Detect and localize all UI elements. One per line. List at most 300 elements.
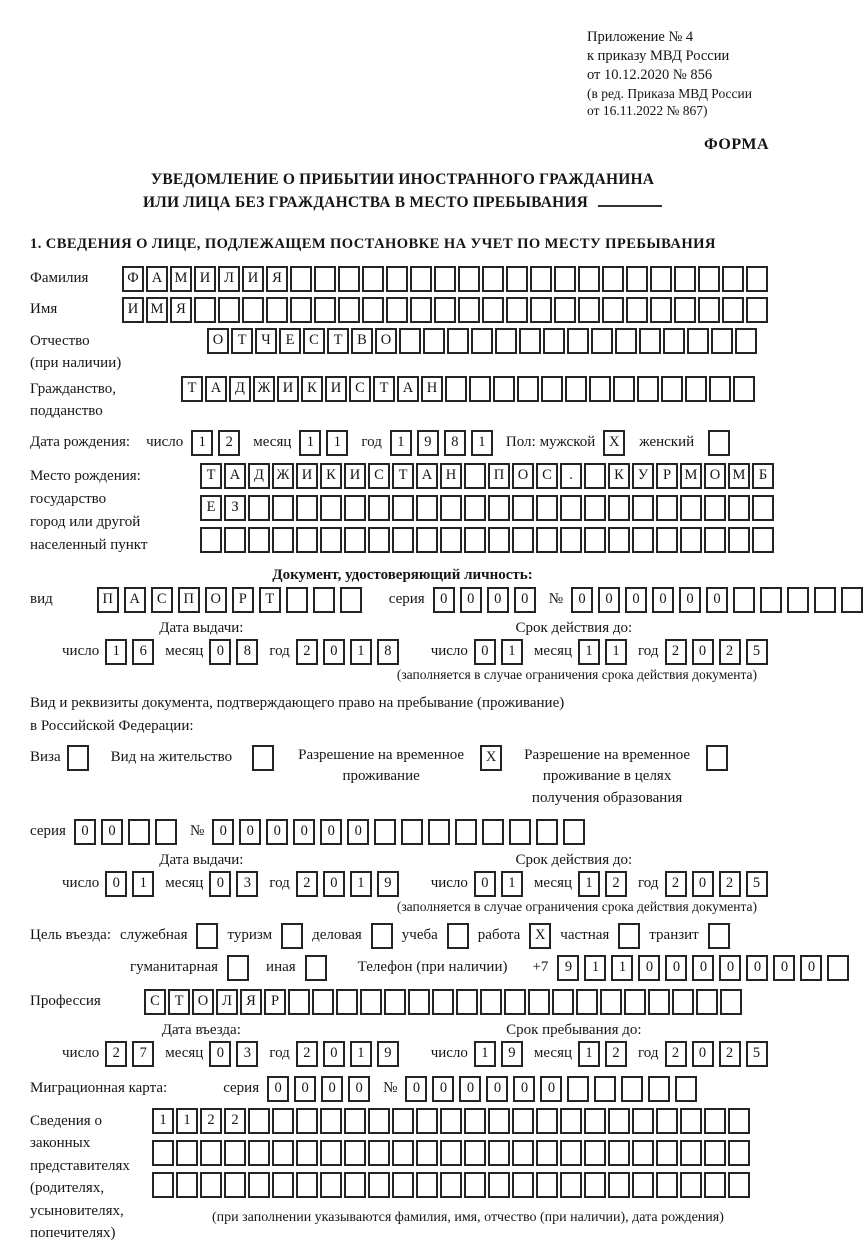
char-box[interactable] [639,328,661,354]
char-box[interactable]: 9 [501,1041,523,1067]
char-box[interactable]: Е [200,495,222,521]
char-box[interactable] [464,1172,486,1198]
char-box[interactable] [648,1076,670,1102]
char-box[interactable]: 9 [377,871,399,897]
char-box[interactable] [663,328,685,354]
char-box[interactable]: 2 [296,639,318,665]
char-box[interactable]: С [349,376,371,402]
char-box[interactable] [656,495,678,521]
purpose-work-checkbox[interactable]: X [529,923,551,949]
char-box[interactable] [360,989,382,1015]
char-box[interactable] [344,1172,366,1198]
char-box[interactable] [685,376,707,402]
char-box[interactable] [386,297,408,323]
char-box[interactable] [312,989,334,1015]
char-box[interactable]: А [146,266,168,292]
char-box[interactable]: Н [421,376,443,402]
char-box[interactable] [615,328,637,354]
char-box[interactable] [272,1172,294,1198]
char-box[interactable]: 2 [218,430,240,456]
char-box[interactable]: З [224,495,246,521]
char-box[interactable] [632,495,654,521]
char-box[interactable]: Ж [272,463,294,489]
char-box[interactable] [608,527,630,553]
char-box[interactable] [680,1140,702,1166]
char-box[interactable]: Р [232,587,254,613]
char-box[interactable]: 0 [74,819,96,845]
char-box[interactable] [455,819,477,845]
char-box[interactable] [392,495,414,521]
char-box[interactable] [386,266,408,292]
char-box[interactable]: Ж [253,376,275,402]
char-box[interactable] [447,328,469,354]
char-box[interactable]: 1 [105,639,127,665]
char-box[interactable] [456,989,478,1015]
char-box[interactable]: Д [229,376,251,402]
char-box[interactable]: С [144,989,166,1015]
char-box[interactable] [517,376,539,402]
char-box[interactable] [464,527,486,553]
char-box[interactable]: 1 [471,430,493,456]
char-box[interactable]: 0 [598,587,620,613]
char-box[interactable] [704,527,726,553]
char-box[interactable]: 2 [665,871,687,897]
char-box[interactable] [512,495,534,521]
char-box[interactable] [266,297,288,323]
char-box[interactable] [698,266,720,292]
char-box[interactable] [733,587,755,613]
char-box[interactable] [434,266,456,292]
char-box[interactable]: 0 [692,871,714,897]
char-box[interactable] [722,297,744,323]
char-box[interactable]: 0 [513,1076,535,1102]
char-box[interactable]: Т [168,989,190,1015]
char-box[interactable] [248,495,270,521]
char-box[interactable] [656,1108,678,1134]
char-box[interactable] [787,587,809,613]
char-box[interactable] [416,495,438,521]
char-box[interactable] [488,1172,510,1198]
char-box[interactable] [488,495,510,521]
char-box[interactable] [584,495,606,521]
char-box[interactable]: 0 [652,587,674,613]
char-box[interactable] [272,527,294,553]
char-box[interactable] [509,819,531,845]
char-box[interactable] [519,328,541,354]
char-box[interactable] [650,266,672,292]
char-box[interactable]: Ф [122,266,144,292]
edu-residence-permit-checkbox[interactable] [706,745,728,771]
char-box[interactable] [536,1108,558,1134]
char-box[interactable] [416,527,438,553]
char-box[interactable] [735,328,757,354]
char-box[interactable]: О [375,328,397,354]
char-box[interactable] [528,989,550,1015]
char-box[interactable]: М [170,266,192,292]
char-box[interactable] [704,1172,726,1198]
char-box[interactable] [152,1140,174,1166]
char-box[interactable] [314,297,336,323]
char-box[interactable]: 8 [236,639,258,665]
char-box[interactable] [512,1140,534,1166]
char-box[interactable] [392,1140,414,1166]
char-box[interactable] [368,1140,390,1166]
char-box[interactable] [296,495,318,521]
char-box[interactable]: 9 [417,430,439,456]
char-box[interactable]: У [632,463,654,489]
char-box[interactable] [680,1108,702,1134]
char-box[interactable]: 0 [679,587,701,613]
char-box[interactable] [624,989,646,1015]
purpose-private-checkbox[interactable] [618,923,640,949]
char-box[interactable] [399,328,421,354]
char-box[interactable]: Т [231,328,253,354]
char-box[interactable] [560,527,582,553]
char-box[interactable]: 1 [605,639,627,665]
char-box[interactable] [194,297,216,323]
char-box[interactable] [469,376,491,402]
char-box[interactable] [272,1140,294,1166]
char-box[interactable] [368,495,390,521]
char-box[interactable] [272,1108,294,1134]
char-box[interactable] [362,266,384,292]
char-box[interactable] [440,1172,462,1198]
char-box[interactable]: Р [264,989,286,1015]
char-box[interactable]: С [151,587,173,613]
char-box[interactable] [512,527,534,553]
char-box[interactable] [242,297,264,323]
char-box[interactable]: Б [752,463,774,489]
char-box[interactable] [584,1108,606,1134]
char-box[interactable] [536,1140,558,1166]
char-box[interactable]: 2 [296,871,318,897]
char-box[interactable]: Т [181,376,203,402]
char-box[interactable]: 2 [719,1041,741,1067]
char-box[interactable] [661,376,683,402]
char-box[interactable]: 1 [326,430,348,456]
char-box[interactable]: 2 [105,1041,127,1067]
char-box[interactable] [248,1140,270,1166]
char-box[interactable]: 8 [377,639,399,665]
char-box[interactable] [536,819,558,845]
char-box[interactable] [560,1108,582,1134]
char-box[interactable] [576,989,598,1015]
char-box[interactable]: Ч [255,328,277,354]
char-box[interactable]: Я [240,989,262,1015]
char-box[interactable]: 1 [501,871,523,897]
char-box[interactable]: Н [440,463,462,489]
char-box[interactable] [471,328,493,354]
char-box[interactable]: А [205,376,227,402]
char-box[interactable] [440,527,462,553]
char-box[interactable] [827,955,849,981]
char-box[interactable] [314,266,336,292]
char-box[interactable]: С [303,328,325,354]
char-box[interactable] [704,1108,726,1134]
char-box[interactable]: 0 [323,1041,345,1067]
char-box[interactable] [746,297,768,323]
char-box[interactable]: К [301,376,323,402]
char-box[interactable] [224,1172,246,1198]
char-box[interactable]: А [416,463,438,489]
male-checkbox[interactable]: X [603,430,625,456]
char-box[interactable] [560,1172,582,1198]
char-box[interactable] [408,989,430,1015]
char-box[interactable] [362,297,384,323]
char-box[interactable]: 3 [236,871,258,897]
visa-checkbox[interactable] [67,745,89,771]
char-box[interactable]: 0 [347,819,369,845]
char-box[interactable]: 1 [176,1108,198,1134]
char-box[interactable] [488,1140,510,1166]
char-box[interactable] [536,1172,558,1198]
purpose-official-checkbox[interactable] [196,923,218,949]
female-checkbox[interactable] [708,430,730,456]
char-box[interactable] [313,587,335,613]
char-box[interactable] [482,297,504,323]
char-box[interactable]: И [122,297,144,323]
char-box[interactable]: С [536,463,558,489]
char-box[interactable] [392,527,414,553]
char-box[interactable]: 2 [296,1041,318,1067]
char-box[interactable] [248,1172,270,1198]
char-box[interactable] [488,527,510,553]
char-box[interactable] [584,1172,606,1198]
char-box[interactable] [428,819,450,845]
char-box[interactable] [543,328,565,354]
char-box[interactable]: 0 [746,955,768,981]
char-box[interactable] [440,495,462,521]
char-box[interactable]: 6 [132,639,154,665]
char-box[interactable]: П [178,587,200,613]
char-box[interactable] [672,989,694,1015]
char-box[interactable] [423,328,445,354]
char-box[interactable]: 0 [405,1076,427,1102]
char-box[interactable] [541,376,563,402]
char-box[interactable]: С [368,463,390,489]
char-box[interactable]: О [207,328,229,354]
char-box[interactable]: 1 [390,430,412,456]
char-box[interactable]: 0 [209,639,231,665]
char-box[interactable] [680,495,702,521]
char-box[interactable] [286,587,308,613]
char-box[interactable] [680,1172,702,1198]
char-box[interactable]: 0 [486,1076,508,1102]
char-box[interactable] [392,1108,414,1134]
char-box[interactable] [728,527,750,553]
char-box[interactable] [495,328,517,354]
char-box[interactable] [432,989,454,1015]
char-box[interactable]: И [194,266,216,292]
char-box[interactable]: 2 [200,1108,222,1134]
char-box[interactable] [224,527,246,553]
char-box[interactable]: П [488,463,510,489]
char-box[interactable]: К [608,463,630,489]
char-box[interactable]: 0 [105,871,127,897]
char-box[interactable] [578,266,600,292]
char-box[interactable] [464,463,486,489]
char-box[interactable] [536,527,558,553]
char-box[interactable]: 1 [299,430,321,456]
char-box[interactable] [320,1108,342,1134]
char-box[interactable] [464,1140,486,1166]
char-box[interactable] [344,1108,366,1134]
char-box[interactable]: 0 [323,871,345,897]
char-box[interactable]: О [205,587,227,613]
char-box[interactable] [632,1140,654,1166]
char-box[interactable]: 0 [719,955,741,981]
char-box[interactable] [626,297,648,323]
char-box[interactable]: 0 [294,1076,316,1102]
char-box[interactable] [493,376,515,402]
char-box[interactable] [656,1140,678,1166]
char-box[interactable] [458,266,480,292]
char-box[interactable] [722,266,744,292]
char-box[interactable]: 0 [625,587,647,613]
char-box[interactable] [704,1140,726,1166]
char-box[interactable]: 0 [101,819,123,845]
char-box[interactable] [578,297,600,323]
char-box[interactable] [733,376,755,402]
char-box[interactable]: Д [248,463,270,489]
char-box[interactable]: 0 [266,819,288,845]
char-box[interactable]: 0 [433,587,455,613]
char-box[interactable]: 0 [638,955,660,981]
char-box[interactable]: И [277,376,299,402]
char-box[interactable] [584,463,606,489]
char-box[interactable]: П [97,587,119,613]
char-box[interactable]: 2 [719,639,741,665]
char-box[interactable] [814,587,836,613]
char-box[interactable] [560,1140,582,1166]
char-box[interactable] [589,376,611,402]
char-box[interactable]: 0 [665,955,687,981]
char-box[interactable] [458,297,480,323]
char-box[interactable]: М [680,463,702,489]
purpose-other-checkbox[interactable] [305,955,327,981]
char-box[interactable]: Л [218,266,240,292]
char-box[interactable] [602,266,624,292]
char-box[interactable]: . [560,463,582,489]
char-box[interactable] [841,587,863,613]
purpose-humanitarian-checkbox[interactable] [227,955,249,981]
char-box[interactable]: 2 [224,1108,246,1134]
char-box[interactable] [374,819,396,845]
char-box[interactable]: В [351,328,373,354]
char-box[interactable] [464,1108,486,1134]
char-box[interactable] [728,495,750,521]
char-box[interactable]: 0 [692,639,714,665]
char-box[interactable] [224,1140,246,1166]
char-box[interactable]: 2 [605,871,627,897]
char-box[interactable] [344,1140,366,1166]
char-box[interactable]: И [242,266,264,292]
char-box[interactable]: 1 [132,871,154,897]
char-box[interactable]: 9 [377,1041,399,1067]
char-box[interactable] [200,1172,222,1198]
char-box[interactable] [594,1076,616,1102]
char-box[interactable]: 0 [293,819,315,845]
char-box[interactable] [530,266,552,292]
char-box[interactable]: А [224,463,246,489]
char-box[interactable]: 0 [209,1041,231,1067]
char-box[interactable] [656,1172,678,1198]
char-box[interactable]: М [146,297,168,323]
char-box[interactable] [632,1172,654,1198]
char-box[interactable] [602,297,624,323]
char-box[interactable] [488,1108,510,1134]
char-box[interactable]: Р [656,463,678,489]
char-box[interactable]: 0 [487,587,509,613]
char-box[interactable] [392,1172,414,1198]
char-box[interactable] [565,376,587,402]
char-box[interactable] [248,527,270,553]
char-box[interactable]: Л [216,989,238,1015]
char-box[interactable] [656,527,678,553]
char-box[interactable] [650,297,672,323]
char-box[interactable]: 0 [692,1041,714,1067]
char-box[interactable]: Т [373,376,395,402]
char-box[interactable] [621,1076,643,1102]
char-box[interactable]: 0 [348,1076,370,1102]
purpose-transit-checkbox[interactable] [708,923,730,949]
char-box[interactable] [296,527,318,553]
char-box[interactable]: 0 [212,819,234,845]
char-box[interactable] [504,989,526,1015]
char-box[interactable]: 5 [746,871,768,897]
char-box[interactable] [338,266,360,292]
char-box[interactable] [288,989,310,1015]
char-box[interactable] [440,1108,462,1134]
char-box[interactable]: 1 [584,955,606,981]
char-box[interactable]: И [296,463,318,489]
char-box[interactable]: 0 [459,1076,481,1102]
char-box[interactable] [704,495,726,521]
char-box[interactable] [530,297,552,323]
char-box[interactable]: 1 [350,639,372,665]
char-box[interactable] [440,1140,462,1166]
char-box[interactable] [680,527,702,553]
char-box[interactable] [272,495,294,521]
char-box[interactable] [410,297,432,323]
temp-residence-permit-checkbox[interactable]: X [480,745,502,771]
char-box[interactable]: 0 [706,587,728,613]
char-box[interactable] [698,297,720,323]
char-box[interactable] [632,527,654,553]
char-box[interactable]: 9 [557,955,579,981]
char-box[interactable] [340,587,362,613]
char-box[interactable] [752,527,774,553]
char-box[interactable]: 1 [191,430,213,456]
purpose-business-checkbox[interactable] [371,923,393,949]
char-box[interactable] [384,989,406,1015]
char-box[interactable]: Т [327,328,349,354]
char-box[interactable] [554,266,576,292]
char-box[interactable] [416,1108,438,1134]
char-box[interactable] [176,1172,198,1198]
char-box[interactable]: 5 [746,1041,768,1067]
char-box[interactable] [368,1172,390,1198]
char-box[interactable]: М [728,463,750,489]
char-box[interactable] [591,328,613,354]
char-box[interactable] [296,1108,318,1134]
char-box[interactable] [728,1108,750,1134]
char-box[interactable] [320,527,342,553]
char-box[interactable] [674,297,696,323]
char-box[interactable]: 5 [746,639,768,665]
purpose-study-checkbox[interactable] [447,923,469,949]
char-box[interactable] [554,297,576,323]
